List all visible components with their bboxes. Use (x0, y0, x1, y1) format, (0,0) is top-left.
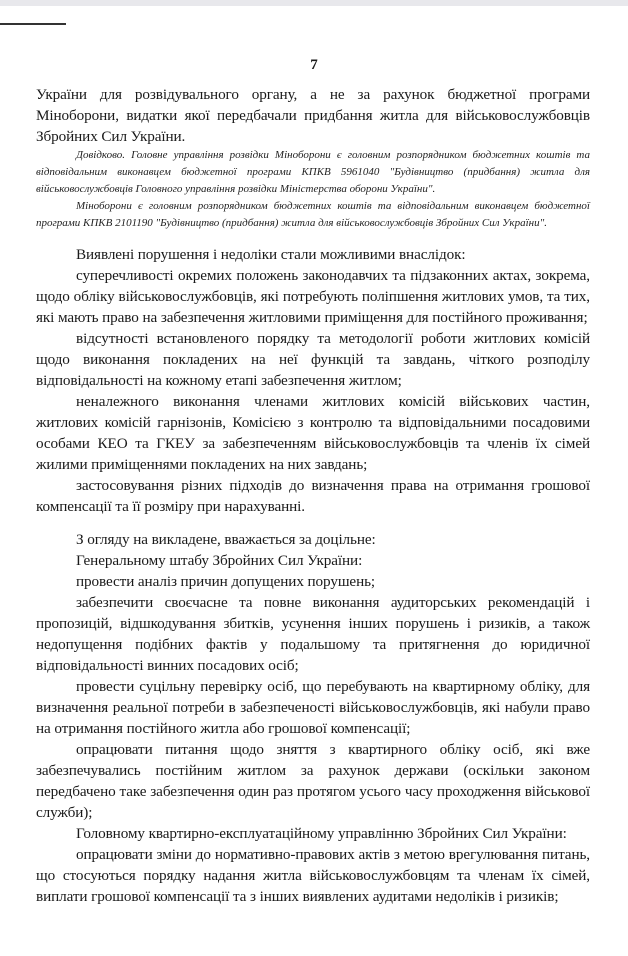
cause-item: застосовування різних підходів до визначення права на отримання грошової компенсації та її розміру при нарахуванні. (36, 477, 590, 515)
spacer (36, 517, 590, 529)
recommendations-intro: З огляду на викладене, вважається за доцільне: (76, 531, 376, 548)
page-number: 7 (310, 57, 318, 73)
recommendation-item: забезпечити своєчасне та повне виконання аудиторських рекомендацій і пропозицій, відшкодування збитків, усунення інших порушень і ризиків, а також недопущення подібних фактів у подальшому та притягнення до юридичної відповідальності винних посадових осіб; (36, 594, 590, 674)
scan-edge-line (0, 23, 66, 25)
note-reference-mod: Міноборони є головним розпорядником бюджетних коштів та відповідальним виконавцем бюджетної програми КПКВ 2101190 "Будівництво (придбання) житла для військовослужбовців Збройних Сил України". (36, 200, 590, 229)
cause-item: відсутності встановленого порядку та методології роботи житлових комісій щодо виконання покладених на неї функцій та завдань, чіткого розподілу відповідальності на кожному етапі забезпечення житлом; (36, 330, 590, 389)
cause-item: неналежного виконання членами житлових комісій військових частин, житлових комісій гарнізонів, Комісією з контролю та відповідальними посадовими особами КЕО та ГКЕУ за забезпеченням військовослужбовців та членів їх сімей жилими приміщеннями покладених на них завдань; (36, 393, 590, 473)
top-edge-bar (0, 0, 628, 6)
cause-item: суперечливості окремих положень законодавчих та підзаконних актах, зокрема, щодо обліку військовослужбовців, які потребують поліпшення житлових умов, та тих, які мають право на забезпечення житловими приміщення для постійного проживання; (36, 267, 590, 326)
document-body (36, 84, 590, 907)
note-reference-gur: Довідково. Головне управління розвідки Міноборони є головним розпорядником бюджетних коштів та відповідальним виконавцем бюджетної програми КПКВ 5961040 "Будівництво (придбання) житла для військовослужбовців Головного управління розвідки Міністерства оборони України". (36, 149, 590, 195)
gkeu-heading: Головному квартирно-експлуатаційному управлінню Збройних Сил України: (76, 825, 567, 842)
spacer (36, 232, 590, 244)
recommendation-item: провести суцільну перевірку осіб, що перебувають на квартирному обліку, для визначення реальної потреби в забезпеченості військовослужбовців, які набули право на отримання постійного житла або грошової компенсації; (36, 678, 590, 737)
recommendation-item: опрацювати питання щодо зняття з квартирного обліку осіб, які вже забезпечувались постійним житлом за рахунок держави (оскільки законом передбачено таке забезпечення один раз протягом усього часу проходження військової служби); (36, 741, 590, 821)
general-staff-heading: Генеральному штабу Збройних Сил України: (76, 552, 363, 569)
causes-intro: Виявлені порушення і недоліки стали можливими внаслідок: (76, 246, 466, 263)
recommendation-item: провести аналіз причин допущених порушень; (76, 573, 376, 590)
recommendation-item: опрацювати зміни до нормативно-правових актів з метою врегулювання питань, що стосуються порядку надання житла військовослужбовцям та членам їх сімей, виплати грошової компенсації та з інших виявлених аудитами недоліків і ризиків; (36, 846, 590, 905)
continued-paragraph: України для розвідувального органу, а не за рахунок бюджетної програми Міноборони, видатки якої передбачали придбання житла для військовослужбовців Збройних Сил України. (36, 86, 590, 145)
